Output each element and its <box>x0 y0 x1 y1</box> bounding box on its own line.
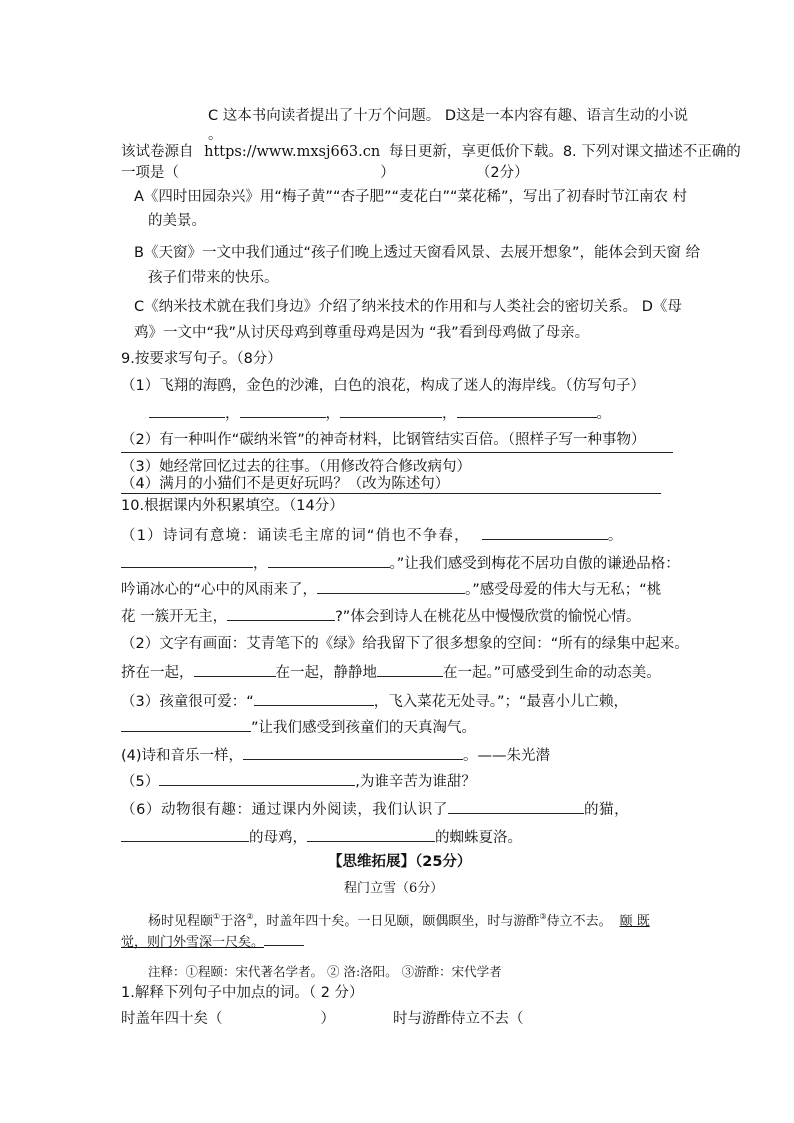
q10-2-line-b <box>121 661 661 683</box>
blank <box>264 935 304 946</box>
blank[interactable] <box>254 690 374 706</box>
comma: ， <box>325 406 340 422</box>
q8-option-c: C《纳米技术就在我们身边》介绍了纳米技术的作用和与人类社会的密切关系。 D《母 <box>134 299 682 315</box>
q8-option-c-cont: 鸡》一文中“我”从讨厌母鸡到尊重母鸡是因为 “我”看到母鸡做了母亲。 <box>134 325 590 341</box>
q9-sentence-2: （2）有一种叫作“碳纳米管”的神奇材料，比钢管结实百倍。（照样子写一种事物） <box>121 432 646 448</box>
blank[interactable] <box>121 552 253 568</box>
q10-4-text-2: 。——朱光潜 <box>463 748 551 764</box>
period: 。 <box>596 406 611 422</box>
q10-5-text: （5） <box>121 774 160 790</box>
source-prefix: 该试卷源自 <box>121 144 194 160</box>
q8-option-a: A《四时田园杂兴》用“梅子黄”“杏子肥”“麦花白”“菜花稀”，写出了初春时节江南农 村 <box>134 189 688 205</box>
q10-6-text-3: 的母鸡， <box>249 830 307 846</box>
q10-6-line-b <box>121 826 522 848</box>
q10-3-text-3: ”让我们感受到孩童们的天真淘气。 <box>251 720 477 736</box>
q8-option-b-cont: 孩子们带来的快乐。 <box>148 270 279 286</box>
q10-1-text-d2: ?”体会到诗人在桃花丛中慢慢欣赏的愉悦心情。 <box>335 609 641 625</box>
q8-stem-end <box>121 163 529 183</box>
q10-4-line <box>121 744 550 766</box>
q10-3-text-1: （3）孩童很可爱：“ <box>121 694 254 710</box>
q10-6-text-4: 的蜘蛛夏洛。 <box>435 830 522 846</box>
q10-1-text-c2: 。”感受母爱的伟大与无私；“桃 <box>465 582 662 598</box>
blank[interactable] <box>317 578 465 594</box>
source-suffix: 每日更新，享更低价下载。8. 下列对课文描述不正确的 <box>388 144 741 160</box>
section-title: 【思维拓展】（25分） <box>328 854 472 870</box>
blank[interactable] <box>240 402 326 418</box>
source-url[interactable]: https://www.mxsj663.cn <box>204 144 381 160</box>
blank[interactable] <box>482 524 608 540</box>
source-line <box>121 142 741 162</box>
blank[interactable] <box>149 402 225 418</box>
blank[interactable] <box>121 716 251 732</box>
q10-2-line-a: （2）文字有画面：艾青笔下的《绿》给我留下了很多想象的空间：“所有的绿集中起来。 <box>121 636 689 652</box>
q10-6-text: （6）动物很有趣：通过课内外阅读，我们认识了 <box>121 802 448 818</box>
q10-1-text-d: 花 一簇开无主， <box>121 609 228 625</box>
q10-1-line-a <box>121 524 624 546</box>
passage-notes: 注释：①程颐：宋代著名学者。 ② 洛:洛阳。 ③游酢：宋代学者 <box>148 964 502 979</box>
q9-4-answer-rule[interactable] <box>121 493 661 494</box>
question-1-a: 时盖年四十矣（ <box>121 1011 223 1027</box>
q10-5-line <box>121 770 476 792</box>
q9-1-answer-line <box>149 402 611 424</box>
q10-5-text-2: ,为谁辛苦为谁甜？ <box>355 774 476 790</box>
passage-title: 程门立雪（6分） <box>344 881 444 896</box>
q10-1-text-c: 吟诵冰心的“心中的风雨来了， <box>121 582 318 598</box>
passage-text: 杨时见程颐 <box>148 914 214 929</box>
q10-2-text-1: 挤在一起， <box>121 665 194 681</box>
q10-6-text-2: 的猫， <box>583 802 630 818</box>
paren-close: ） <box>320 1011 335 1027</box>
comma: ， <box>442 406 457 422</box>
passage-line-1 <box>148 907 650 932</box>
blank[interactable] <box>457 402 597 418</box>
q10-4-text: (4)诗和音乐一样， <box>121 748 244 764</box>
q10-3-line-b <box>121 716 476 738</box>
q10-1-line-d <box>121 605 640 627</box>
q10-1-text-b: 。”让我们感受到梅花不居功自傲的谦逊品格： <box>389 556 680 572</box>
passage-text: ，时盖年四十矣。一日见颐，颐偶瞑坐，时与游酢 <box>253 914 540 929</box>
period: 。 <box>607 528 624 544</box>
q10-3-text-2: ，飞入菜花无处寻。”；“最喜小儿亡赖， <box>373 694 629 710</box>
note-marker: ② <box>246 912 254 921</box>
blank[interactable] <box>268 552 390 568</box>
note-marker: ③ <box>539 912 547 921</box>
q9-sentence-4: （4）满月的小猫们不是更好玩吗？（改为陈述句） <box>121 476 450 492</box>
passage-text-underlined: 颐 既 <box>619 914 650 929</box>
q9-2-answer-rule[interactable] <box>121 452 673 453</box>
blank[interactable] <box>448 798 584 814</box>
q8-answer-paren: ） <box>380 165 395 181</box>
blank[interactable] <box>340 402 442 418</box>
comma: ， <box>253 556 268 572</box>
q8-option-a-cont: 的美景。 <box>148 213 206 229</box>
q10-2-text-2: 在一起，静静地 <box>275 665 377 681</box>
note-marker: ① <box>213 912 221 921</box>
q10-2-text-3: 在一起。”可感受到生命的动态美。 <box>443 665 661 681</box>
q9-sentence-3: （3）她经常回忆过去的往事。（用修改符合修改病句） <box>121 459 471 475</box>
q8-stem-text: 一项是（ <box>121 165 179 181</box>
comma: ， <box>225 406 240 422</box>
q7-option-period: 。 <box>208 127 223 143</box>
q10-1-line-b <box>121 552 680 574</box>
q7-option-line: C 这本书向读者提出了十万个问题。 D这是一本内容有趣、语言生动的小说 <box>208 108 689 124</box>
q10-3-line-a <box>121 690 628 712</box>
q10-1-text: （1）诗词有意境：诵读毛主席的词“俏也不争春， <box>121 528 470 544</box>
q9-sentence-1: （1）飞翔的海鸥，金色的沙滩，白色的浪花，构成了迷人的海岸线。（仿写句子） <box>121 378 645 394</box>
blank[interactable] <box>307 826 435 842</box>
question-1: 1.解释下列句子中加点的词。（ 2 分） <box>121 985 364 1001</box>
question-1-b: 时与游酢侍立不去（ <box>393 1011 524 1027</box>
blank[interactable] <box>243 744 463 760</box>
question-1-items <box>121 1009 524 1029</box>
q10-1-line-c <box>121 578 661 600</box>
blank[interactable] <box>377 661 443 677</box>
blank[interactable] <box>159 770 355 786</box>
blank[interactable] <box>121 826 249 842</box>
q9-title: 9.按要求写句子。（8分） <box>121 351 282 367</box>
passage-text: 于洛 <box>220 914 247 929</box>
passage-text-underlined: 觉，则门外雪深一尺矣。 <box>121 935 265 950</box>
q10-6-line-a <box>121 798 629 820</box>
passage-text: 侍立不去。 <box>546 914 612 929</box>
q8-score: （2分） <box>475 165 529 181</box>
q10-title: 10.根据课内外积累填空。（14分） <box>121 498 344 514</box>
blank[interactable] <box>194 661 276 677</box>
passage-line-2 <box>121 933 304 953</box>
blank[interactable] <box>227 605 335 621</box>
q8-option-b: B《天窗》一文中我们通过“孩子们晚上透过天窗看风景、去展开想象”，能体会到天窗 给 <box>134 245 701 261</box>
